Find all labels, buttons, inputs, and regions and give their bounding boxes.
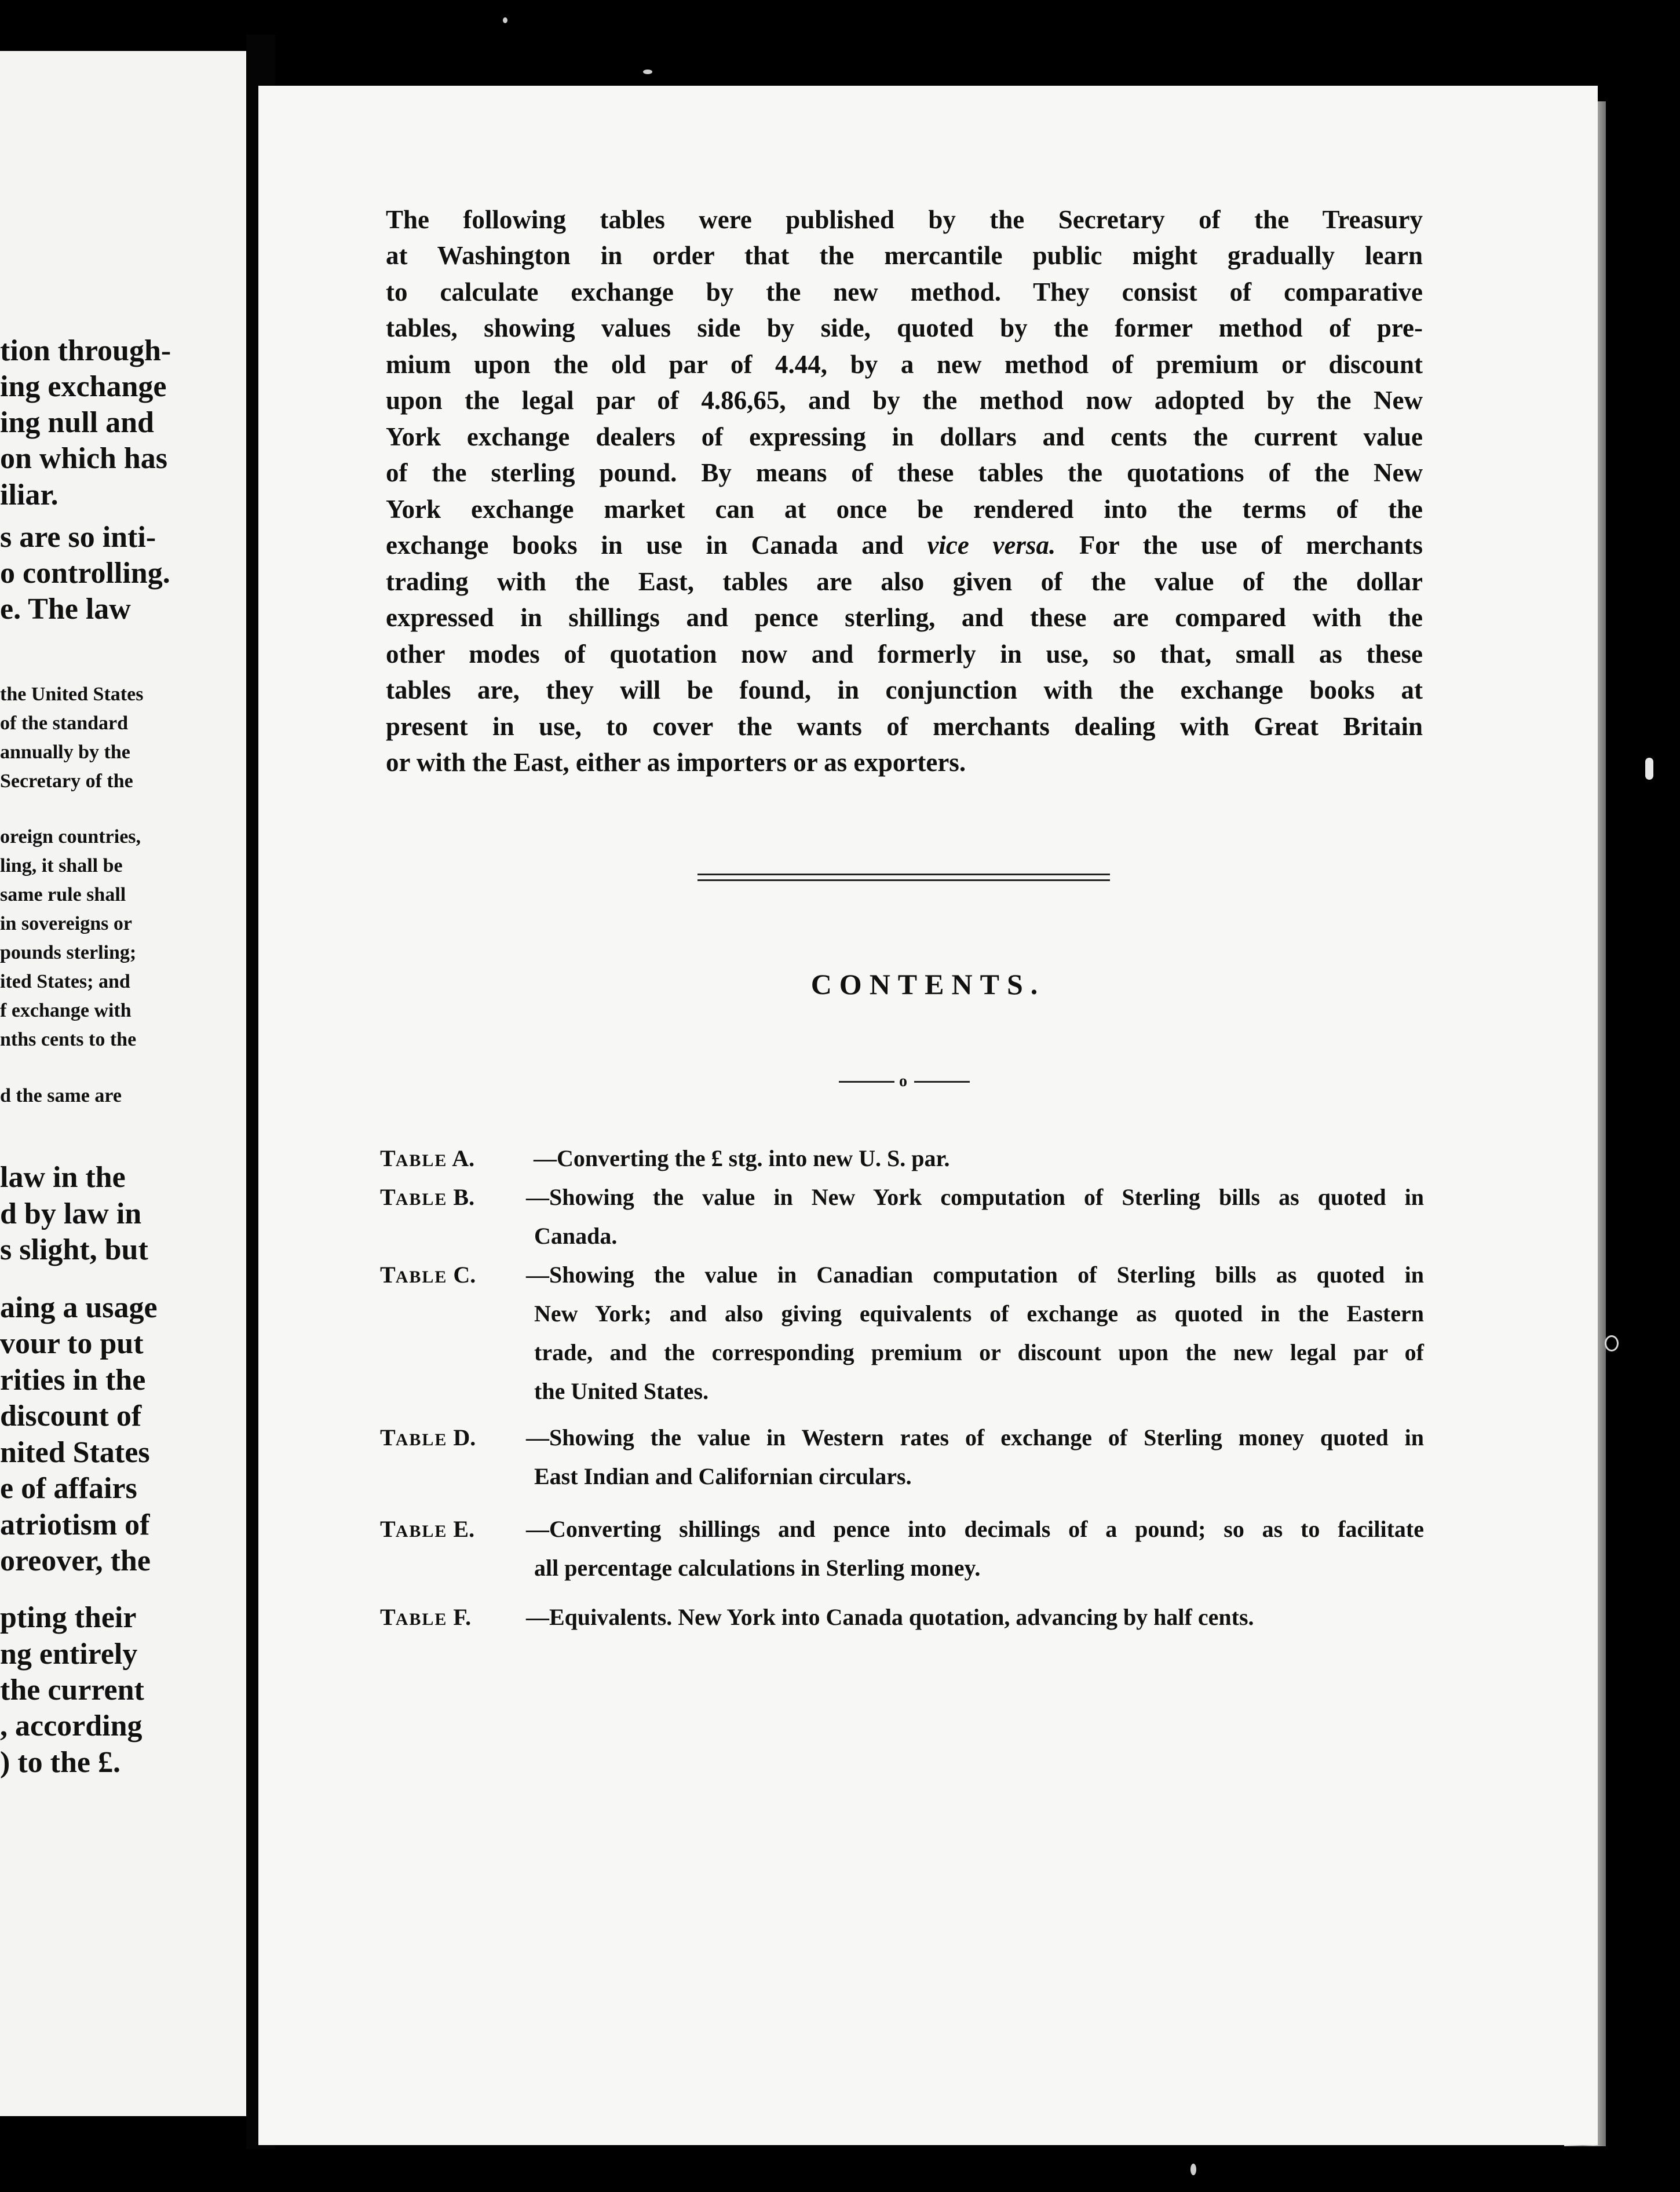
intro-line: present in use, to cover the wants of merchants dealing with Great Britain — [386, 712, 1423, 741]
intro-line: mium upon the old par of 4.44, by a new method of premium or discount — [386, 350, 1423, 379]
intro-line: tables are, they will be found, in conjunction with the exchange books at — [386, 675, 1423, 704]
left-page-line: same rule shall — [0, 884, 126, 905]
left-page-line: nths cents to the — [0, 1029, 137, 1050]
intro-line: or with the East, either as importers or as exporters. — [386, 748, 966, 777]
entry-line: all percentage calculations in Sterling money. — [534, 1555, 981, 1581]
previous-page — [0, 51, 246, 2116]
intro-line: expressed in shillings and pence sterling, and these are compared with the — [386, 603, 1423, 632]
left-page-line: on which has — [0, 442, 167, 475]
intro-text: exchange books in use in Canada and — [386, 531, 904, 560]
entry-description — [526, 1178, 1424, 1255]
entry-line: the United States. — [534, 1378, 709, 1404]
scan-speck — [1190, 2164, 1196, 2175]
left-page-line: in sovereigns or — [0, 913, 132, 934]
entry-description — [526, 1418, 1424, 1496]
entry-label — [380, 1178, 474, 1219]
left-page-line: annually by the — [0, 741, 130, 763]
entry-description — [534, 1139, 1431, 1178]
scan-speck — [643, 70, 652, 74]
table-letter: C. — [453, 1262, 476, 1288]
entry-line: —Showing the value in Canadian computation of Sterling bills as quoted in — [526, 1262, 1424, 1288]
contents-heading: CONTENTS. — [810, 968, 1046, 1000]
intro-line — [386, 527, 1423, 563]
intro-line: other modes of quotation now and formerly in use, so that, small as these — [386, 640, 1423, 668]
left-page-line: pounds sterling; — [0, 942, 137, 963]
left-page-line: ng entirely — [0, 1638, 138, 1671]
entry-line: East Indian and Californian circulars. — [534, 1463, 912, 1489]
left-page-line: aing a usage — [0, 1291, 158, 1324]
left-page-line: ing exchange — [0, 370, 167, 403]
entry-line: —Showing the value in Western rates of exchange of Sterling money quoted in — [526, 1424, 1424, 1451]
left-page-line: ing null and — [0, 406, 154, 439]
entry-line: —Equivalents. New York into Canada quotation, advancing by half cents. — [526, 1604, 1254, 1630]
left-page-line: ling, it shall be — [0, 855, 123, 876]
entry-label — [380, 1418, 476, 1459]
intro-line: upon the legal par of 4.86,65, and by the method now adopted by the New — [386, 386, 1423, 415]
intro-line: The following tables were published by the Secretary of the Treasury — [386, 205, 1423, 234]
left-page-line: of the standard — [0, 713, 129, 734]
entry-label — [380, 1139, 474, 1180]
edge-mark — [1645, 758, 1653, 780]
left-page-line: ) to the £. — [0, 1746, 120, 1779]
entry-description — [526, 1255, 1424, 1411]
ornament-bar — [914, 1081, 970, 1083]
entry-label — [380, 1598, 471, 1639]
entry-description — [526, 1510, 1424, 1587]
entry-line: —Showing the value in New York computation of Sterling bills as quoted in — [526, 1184, 1424, 1210]
left-page-line: the United States — [0, 684, 144, 705]
table-letter: A. — [452, 1145, 475, 1171]
entry-label — [380, 1510, 474, 1551]
left-page-line: ited States; and — [0, 971, 130, 992]
table-word: TABLE — [380, 1184, 448, 1210]
left-page-line: e. The law — [0, 593, 131, 626]
intro-line: at Washington in order that the mercantile public might gradually learn — [386, 241, 1423, 270]
main-page — [258, 86, 1598, 2145]
entry-line: —Converting shillings and pence into decimals of a pound; so as to facilitate — [526, 1516, 1424, 1542]
entry-line: New York; and also giving equivalents of exchange as quoted in the Eastern — [534, 1300, 1424, 1327]
intro-line: York exchange market can at once be rendered into the terms of the — [386, 495, 1423, 524]
left-page-line: discount of — [0, 1400, 142, 1433]
entry-line: —Converting the £ stg. into new U. S. par. — [534, 1145, 950, 1171]
intro-italic-phrase: vice versa. — [927, 531, 1056, 560]
table-letter: E. — [453, 1516, 475, 1542]
ornament-circle: o — [899, 1072, 907, 1090]
left-page-line: f exchange with — [0, 1000, 132, 1021]
intro-line: of the sterling pound. By means of these tables the quotations of the New — [386, 458, 1423, 487]
heading-ornament — [839, 1072, 972, 1090]
left-page-line: vour to put — [0, 1327, 144, 1360]
entry-line: trade, and the corresponding premium or discount upon the new legal par of — [534, 1339, 1424, 1365]
left-page-line: rities in the — [0, 1364, 146, 1397]
intro-line: trading with the East, tables are also given of the value of the dollar — [386, 567, 1423, 596]
entry-line: Canada. — [534, 1223, 618, 1249]
table-letter: D. — [453, 1424, 476, 1451]
left-page-line: Secretary of the — [0, 770, 133, 792]
intro-line: to calculate exchange by the new method. They consist of comparative — [386, 277, 1423, 306]
left-page-line: atriotism of — [0, 1508, 150, 1541]
table-word: TABLE — [380, 1145, 448, 1171]
table-letter: B. — [453, 1184, 475, 1210]
table-word: TABLE — [380, 1262, 448, 1288]
entry-description — [526, 1598, 1424, 1636]
left-page-line: s slight, but — [0, 1233, 148, 1266]
entry-label — [380, 1255, 476, 1296]
left-page-line: pting their — [0, 1601, 137, 1634]
table-word: TABLE — [380, 1424, 448, 1451]
intro-line: tables, showing values side by side, quoted by the former method of pre- — [386, 313, 1423, 342]
left-page-line: s are so inti- — [0, 521, 156, 554]
left-page-line: nited States — [0, 1436, 150, 1469]
section-rule — [697, 874, 1110, 881]
table-word: TABLE — [380, 1516, 448, 1542]
scan-speck — [1605, 1335, 1619, 1351]
table-letter: F. — [453, 1604, 472, 1630]
left-page-line: law in the — [0, 1161, 126, 1194]
left-page-line: d the same are — [0, 1085, 122, 1106]
left-page-line: e of affairs — [0, 1472, 137, 1505]
left-page-line: oreover, the — [0, 1544, 151, 1577]
left-page-line: tion through- — [0, 334, 171, 367]
left-page-line: the current — [0, 1674, 144, 1707]
scan-speck — [503, 17, 507, 23]
left-page-line: iliar. — [0, 478, 59, 512]
table-word: TABLE — [380, 1604, 448, 1630]
intro-line: York exchange dealers of expressing in dollars and cents the current value — [386, 422, 1423, 451]
left-page-line: oreign countries, — [0, 826, 141, 847]
intro-text: For the use of merchants — [1079, 531, 1423, 560]
left-page-line: d by law in — [0, 1197, 142, 1230]
ornament-bar — [839, 1081, 894, 1083]
left-page-line: , according — [0, 1709, 143, 1742]
left-page-line: o controlling. — [0, 557, 170, 590]
